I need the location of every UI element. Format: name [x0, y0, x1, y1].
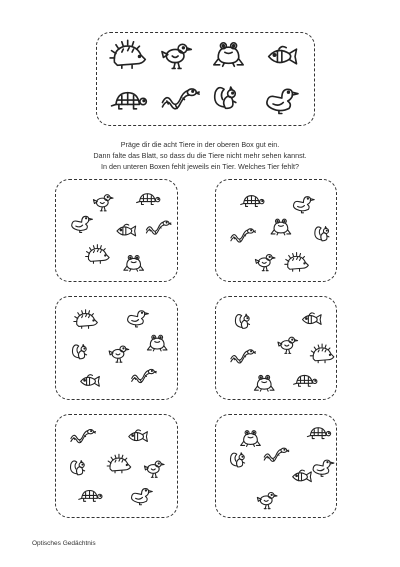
bird-icon [255, 255, 275, 271]
duck-icon [293, 197, 314, 213]
answer-box-5 [55, 414, 178, 518]
footer-caption: Optisches Gedächtnis [32, 540, 96, 547]
squirrel-icon [230, 453, 244, 467]
answer-box-2 [215, 179, 337, 282]
duck-icon [72, 216, 93, 232]
turtle-icon [307, 428, 330, 439]
fish-icon [117, 224, 136, 236]
squirrel-icon [215, 87, 236, 108]
fish-icon [302, 313, 321, 325]
bird-icon [144, 461, 164, 477]
instruction-line-2: Dann falte das Blatt, so dass du die Tiere nicht mehr sehen kannst. [93, 151, 307, 160]
snake-icon [264, 448, 289, 461]
hedgehog-icon [110, 40, 145, 68]
turtle-icon [241, 196, 264, 207]
fish-icon [129, 430, 148, 442]
duck-icon [132, 489, 153, 505]
bird-icon [93, 195, 113, 211]
hedgehog-icon [86, 245, 110, 264]
answer-box-4 [215, 296, 337, 400]
frog-icon [271, 219, 291, 235]
bird-icon [162, 44, 191, 68]
instruction-line-1: Präge dir die acht Tiere in der oberen Box gut ein. [120, 140, 280, 149]
hedgehog-icon [74, 310, 98, 329]
answer-box-3 [55, 296, 178, 400]
frog-icon [147, 335, 167, 351]
turtle-icon [112, 93, 147, 109]
snake-icon [71, 430, 96, 443]
turtle-icon [79, 491, 102, 502]
duck-icon [128, 311, 149, 327]
fish-icon [81, 375, 100, 387]
frog-icon [124, 256, 144, 272]
fish-icon [269, 47, 297, 64]
frog-icon [214, 43, 243, 66]
duck-icon [313, 460, 334, 476]
snake-icon [162, 89, 199, 109]
memory-box-top [96, 32, 315, 126]
bird-icon [109, 346, 129, 362]
bird-icon [278, 337, 298, 353]
duck-icon [267, 89, 298, 113]
hedgehog-icon [107, 454, 131, 473]
instruction-line-3: In den unteren Boxen fehlt jeweils ein Tier. Welches Tier fehlt? [100, 162, 300, 171]
turtle-icon [294, 375, 317, 386]
answer-box-6 [215, 414, 337, 518]
snake-icon [231, 229, 256, 242]
snake-icon [132, 369, 157, 382]
hedgehog-icon [285, 253, 309, 272]
snake-icon [231, 350, 256, 363]
squirrel-icon [72, 345, 86, 359]
frog-icon [241, 431, 261, 447]
turtle-icon [137, 194, 160, 205]
fish-icon [293, 470, 312, 482]
answer-box-1 [55, 179, 178, 282]
hedgehog-icon [310, 344, 334, 363]
bird-icon [257, 492, 277, 508]
frog-icon [254, 375, 274, 391]
squirrel-icon [71, 461, 85, 475]
squirrel-icon [235, 314, 249, 328]
squirrel-icon [315, 227, 329, 241]
snake-icon [146, 221, 171, 234]
